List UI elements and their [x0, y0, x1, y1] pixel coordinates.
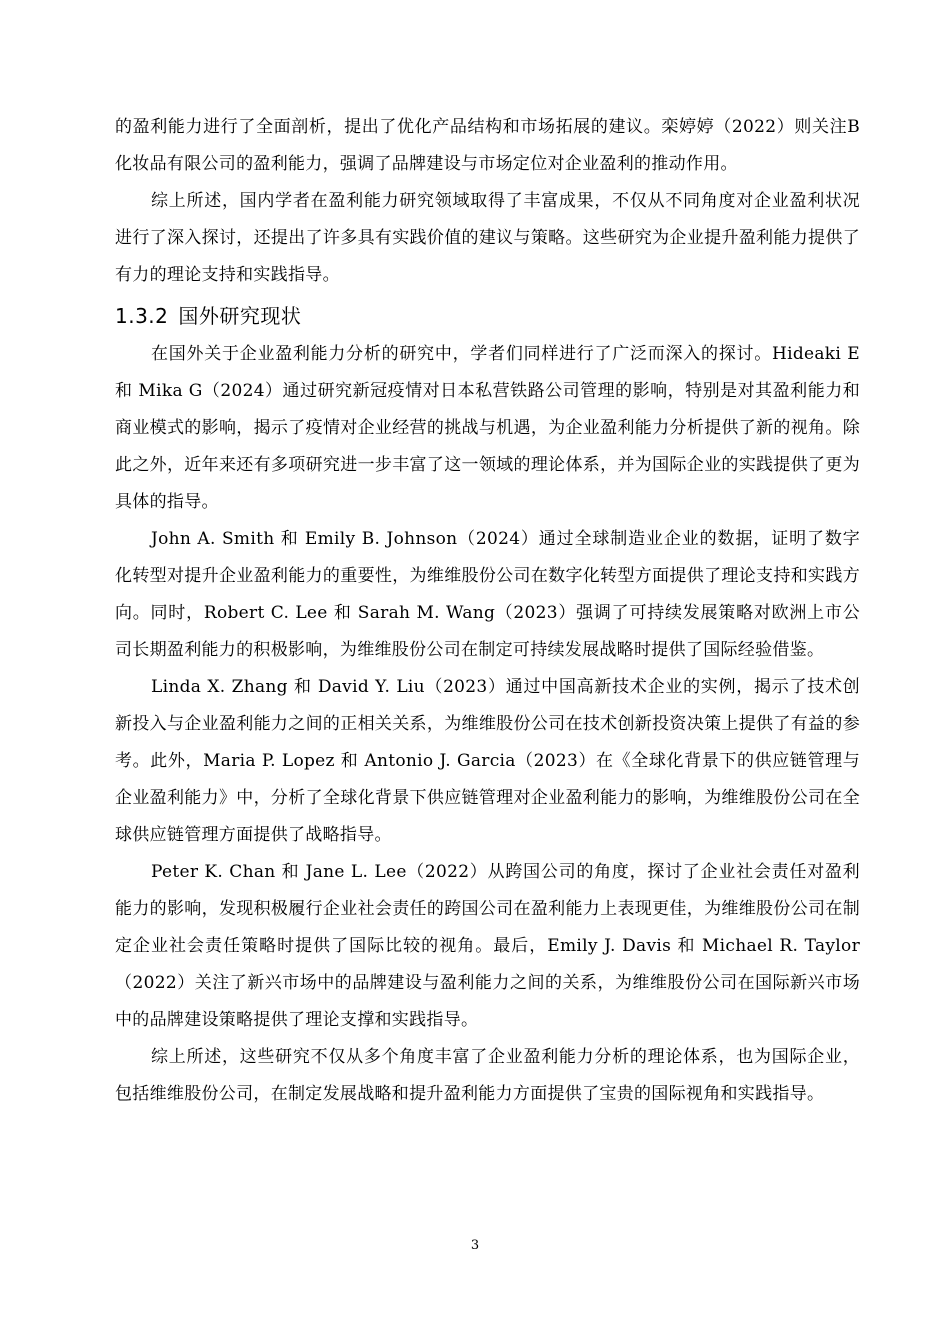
- body-paragraph-foreign-summary: 综上所述，这些研究不仅从多个角度丰富了企业盈利能力分析的理论体系，也为国际企业，包括维维股份公司，在制定发展战略和提升盈利能力方面提供了宝贵的国际视角和实践指导。: [115, 1047, 860, 1104]
- document-page: [115, 109, 860, 1113]
- body-paragraph-digital-transformation: John A. Smith 和 Emily B. Johnson（2024）通过全球制造业企业的数据，证明了数字化转型对提升企业盈利能力的重要性，为维维股份公司在数字化转型方面提供了理论支持和实践方向。同时，Robert C. Lee 和 Sarah M. Wang（2023）强调了可持续发展策略对欧洲上市公司长期盈利能力的积极影响，为维维股份公司在制定可持续发展战略时提供了国际经验借鉴。: [115, 529, 860, 660]
- page-number: 3: [470, 1238, 480, 1253]
- body-paragraph-continuation: 的盈利能力进行了全面剖析，提出了优化产品结构和市场拓展的建议。栾婷婷（2022）则关注B化妆品有限公司的盈利能力，强调了品牌建设与市场定位对企业盈利的推动作用。: [115, 117, 860, 174]
- section-heading: [115, 298, 860, 334]
- body-paragraph-social-responsibility: Peter K. Chan 和 Jane L. Lee（2022）从跨国公司的角度，探讨了企业社会责任对盈利能力的影响，发现积极履行企业社会责任的跨国公司在盈利能力上表现更佳，为维维股份公司在制定企业社会责任策略时提供了国际比较的视角。最后，Emily J. Davis 和 Michael R. Taylor（2022）关注了新兴市场中的品牌建设与盈利能力之间的关系，为维维股份公司在国际新兴市场中的品牌建设策略提供了理论支撑和实践指导。: [115, 862, 860, 1030]
- section-number: 1.3.2: [115, 304, 169, 328]
- body-paragraph-domestic-summary: 综上所述，国内学者在盈利能力研究领域取得了丰富成果，不仅从不同角度对企业盈利状况进行了深入探讨，还提出了许多具有实践价值的建议与策略。这些研究为企业提升盈利能力提供了有力的理论支持和实践指导。: [115, 191, 860, 285]
- section-title: 国外研究现状: [178, 304, 302, 328]
- body-paragraph-foreign-intro: 在国外关于企业盈利能力分析的研究中，学者们同样进行了广泛而深入的探讨。Hideaki E 和 Mika G（2024）通过研究新冠疫情对日本私营铁路公司管理的影响，特别是对其盈利能力和商业模式的影响，揭示了疫情对企业经营的挑战与机遇，为企业盈利能力分析提供了新的视角。除此之外，近年来还有多项研究进一步丰富了这一领域的理论体系，并为国际企业的实践提供了更为具体的指导。: [115, 344, 860, 512]
- body-paragraph-technology-innovation: Linda X. Zhang 和 David Y. Liu（2023）通过中国高新技术企业的实例，揭示了技术创新投入与企业盈利能力之间的正相关关系，为维维股份公司在技术创新投资决策上提供了有益的参考。此外，Maria P. Lopez 和 Antonio J. Garcia（2023）在《全球化背景下的供应链管理与企业盈利能力》中，分析了全球化背景下供应链管理对企业盈利能力的影响，为维维股份公司在全球供应链管理方面提供了战略指导。: [115, 677, 860, 845]
